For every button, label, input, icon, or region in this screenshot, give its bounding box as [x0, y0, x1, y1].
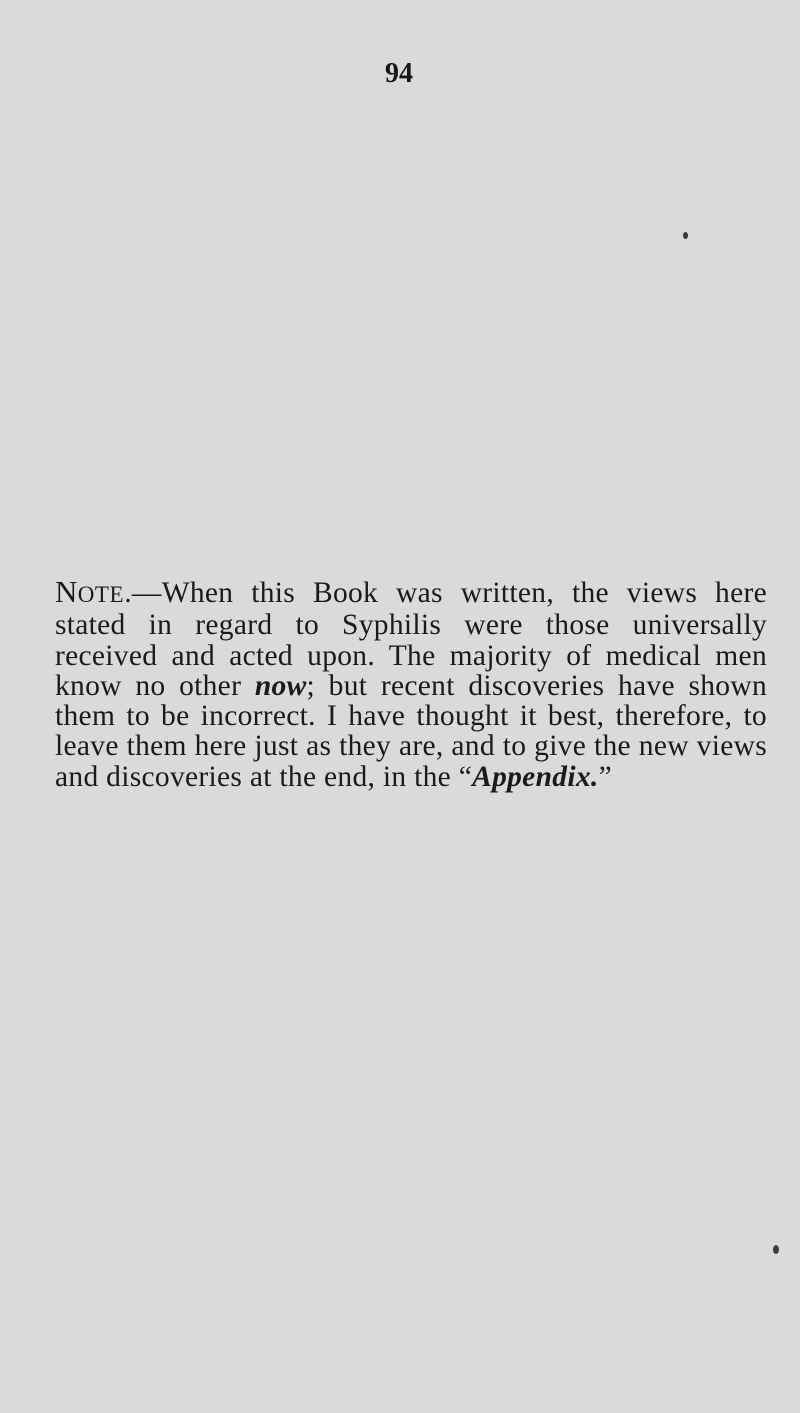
emphasis-appendix: Appendix.: [472, 760, 599, 793]
note-text: ; but recent discoveries have shown them to be incorrect. I have thought it best, therefore, to leave them here just as they are, and to give the new views and discoveries at the end, in the “: [55, 669, 767, 793]
emphasis-now: now: [254, 669, 307, 702]
note-label: NOTE.—: [55, 574, 162, 609]
page-mark: 94: [385, 58, 413, 89]
ink-speck: [683, 232, 688, 239]
note-text: When this Book was written, the views here stated in regard to Syphilis were those universally received and acted upon. The majority of medical men know no other: [55, 577, 767, 702]
ink-speck: [773, 1245, 779, 1254]
note-paragraph: [55, 574, 767, 793]
closing-quote: ”: [598, 760, 612, 793]
